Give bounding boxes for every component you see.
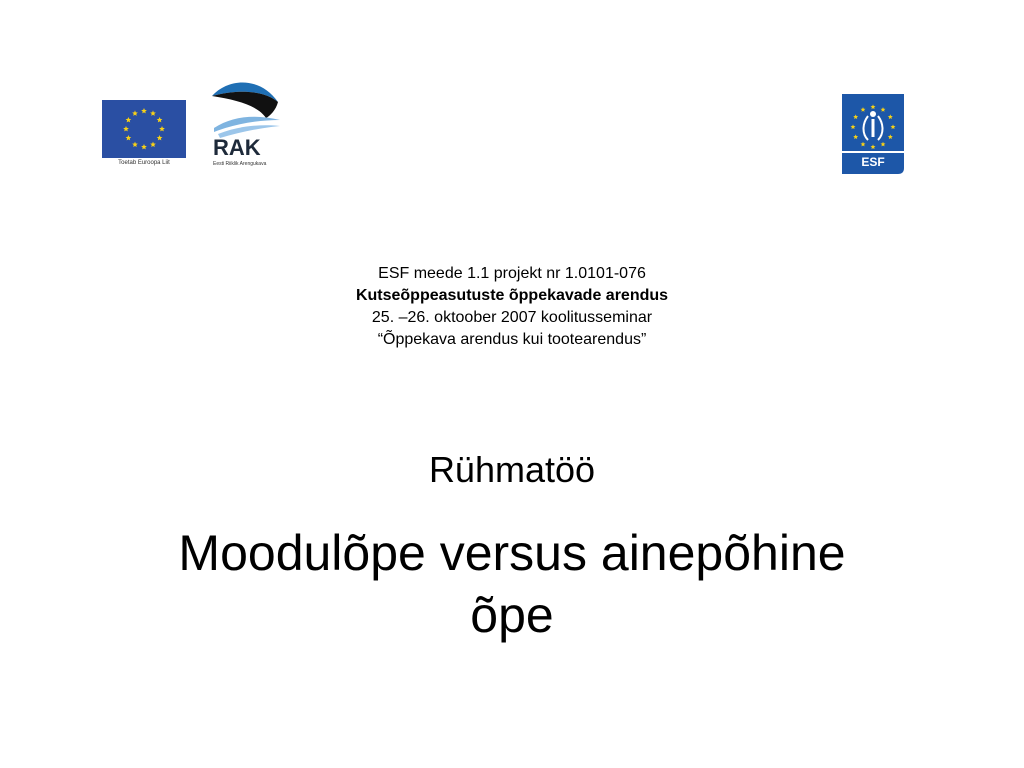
- header-line-seminar-title: “Õppekava arendus kui tootearendus”: [377, 331, 647, 348]
- estonian-flag-swoosh-icon: [208, 76, 284, 138]
- eu-flag-icon: [102, 100, 186, 158]
- rak-subtitle: Eesti Riiklik Arengukava: [213, 161, 267, 167]
- header-block: [212, 263, 812, 351]
- eu-logo: [102, 100, 186, 170]
- header-line-project-title: Kutseõppeasutuste õppekavade arendus: [355, 287, 669, 304]
- slide-title-line-2: õpe: [470, 587, 554, 643]
- eu-caption: Toetab Euroopa Liit: [118, 160, 170, 166]
- esf-logo: [842, 94, 904, 174]
- slide-title: [62, 522, 962, 646]
- header-line-seminar-date: 25. –26. oktoober 2007 koolitusseminar: [371, 309, 653, 326]
- slide-title-line-1: Moodulõpe versus ainepõhine: [178, 525, 846, 581]
- rak-logo: [208, 76, 284, 172]
- slide-subtitle: Rühmatöö: [428, 449, 596, 490]
- header-line-project: ESF meede 1.1 projekt nr 1.0101-076: [378, 265, 646, 282]
- esf-label: ESF: [861, 155, 885, 169]
- rak-title: RAK: [213, 135, 261, 160]
